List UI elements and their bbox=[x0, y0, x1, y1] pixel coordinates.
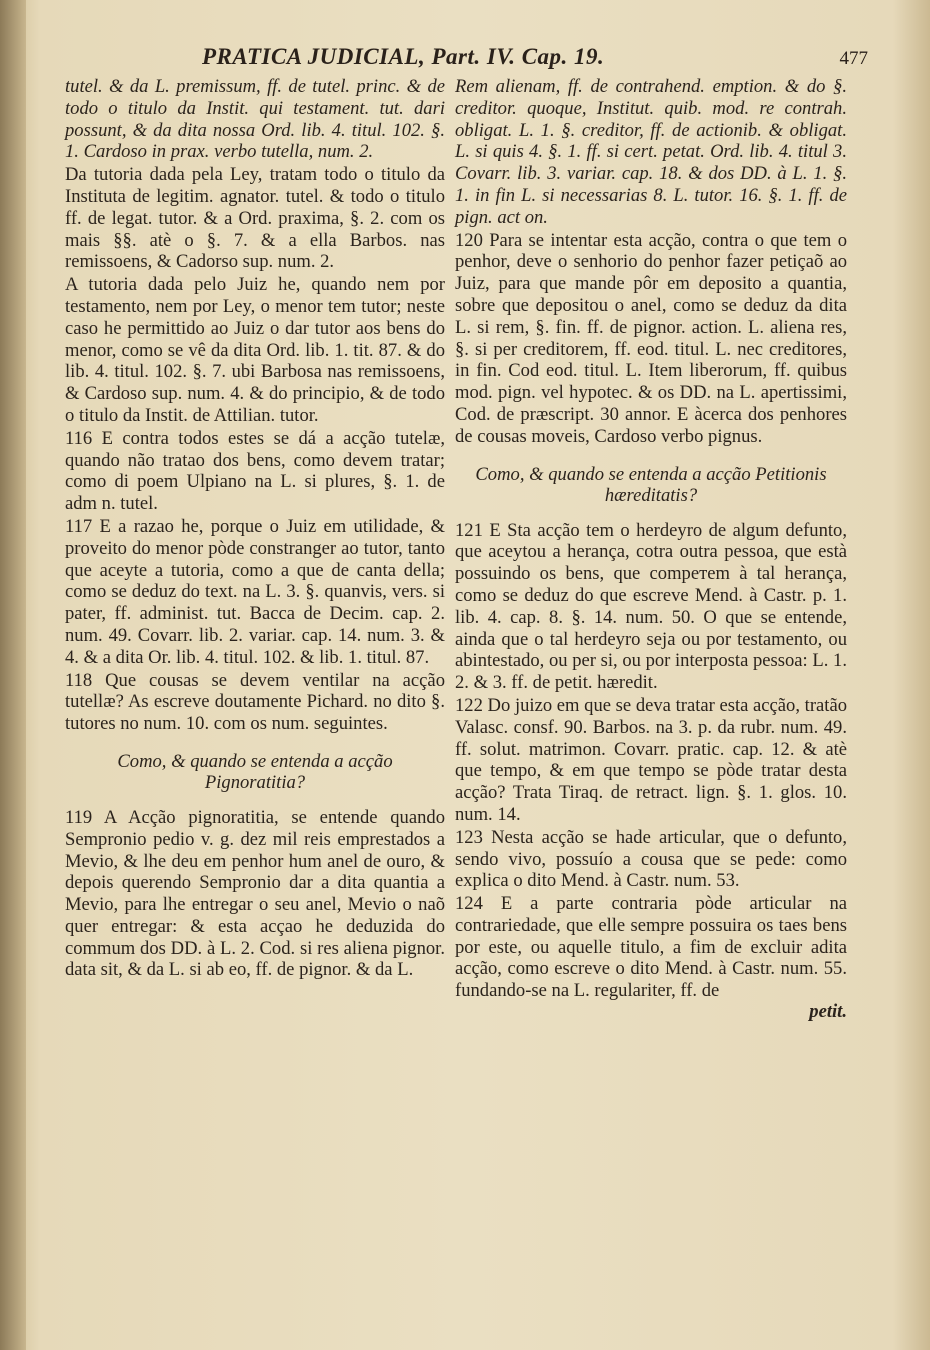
section-heading: Como, & quando se entenda a acção Petitionis hæreditatis? bbox=[475, 463, 827, 506]
numbered-paragraph: 119 A Acção pignoratitia, se entende quando Sempronio pedio v. g. dez mil reis emprestados a Mevio, & lhe deu em penhor hum anel de ouro, & depois querendo Sempronio dar a dita quantia a Mevio, para lhe entregar o seu anel, Mevio o naõ quer entregar: & esta acçao he deduzida do commum dos DD. à L. 2. Cod. si res aliena pignor. data sit, & da L. si ab eo, ff. de pignor. & da L. bbox=[65, 806, 445, 981]
numbered-paragraph: 124 E a parte contraria pòde articular na contrariedade, que elle sempre possuira os taes bens por este, ou aquelle titulo, a fim de excluir adita acção, como escreve o dito Mend. à Castr. num. 55. fundando-se na L. regulariter, ff. de bbox=[455, 893, 847, 1002]
numbered-paragraph: 123 Nesta acção se hade articular, que o defunto, sendo vivo, possuío a cousa que se pede: como explica o dito Mend. à Castr. num. 53. bbox=[455, 826, 847, 892]
numbered-paragraph: 121 E Sta acção tem o herdeyro de algum defunto, que aceytou a herança, cotra outra pessoa, que està possuindo os bens, que compeтem à tal herança, como se deduz do que escreve Mend. à Castr. p. 1. lib. 4. cap. 8. §. 14. num. 50. O que se entende, ainda que o tal herdeyro seja ou por testamento, ou abintestado, ou per si, ou por interposta pessoa: L. 1. 2. & 3. ff. de petit. hæredit. bbox=[455, 519, 847, 694]
text-block: A tutoria dada pelo Juiz he, quando nem por testamento, nem por Ley, o menor tem tutor; neste caso he permittido ao Juiz o dar tutor aos bens do menor, como se vê da dita Ord. lib. 1. tit. 87. & do lib. 4. titul. 102. §. 7. ubi Barbosa nas remissoens, & Cardoso sup. num. 4. & do principio, & de todo o titulo da Instit. de Attilian. tutor. bbox=[65, 274, 445, 426]
numbered-paragraph: 117 E a razao he, porque o Juiz em utilidade, & proveito do menor pòde constranger ao tutor, tanto que aceyte a tutoria, como a que de canta della; como se deduz do text. na L. 3. §. quanvis, vers. si pater, ff. administ. tut. Bacca de Decim. cap. 2. num. 49. Covarr. lib. 2. variar. cap. 14. num. 3. & 4. & a dita Or. lib. 4. titul. 102. & lib. 1. titul. 87. bbox=[65, 515, 445, 668]
right-column bbox=[455, 76, 847, 1041]
text-block: Rem alienam, ff. de contrahend. emption. & do §. creditor. quoque, Institut. quib. mod. re contrah. obligat. L. 1. §. creditor, ff. de actionib. & obligat. L. si quis 4. §. 1. ff. si cert. petat. Ord. lib. 4. titul 3. Covarr. lib. 3. variar. cap. 18. & dos DD. à L. 1. §. 1. in fin L. si necessarias 8. L. tutor. 16. §. 1. ff. de pign. act on. bbox=[455, 76, 847, 228]
numbered-paragraph: 118 Que cousas se devem ventilar na acção tutellæ? As escreve doutamente Pichard. no dito §. tutores no num. 10. com os num. seguintes. bbox=[65, 669, 445, 735]
page-gutter bbox=[0, 0, 26, 1350]
section-heading: Como, & quando se entenda a acção Pignoratitia? bbox=[117, 750, 393, 793]
text-block: Da tutoria dada pela Ley, tratam todo o titulo da Institutа de legitim. agnator. tutel. & todo o titulo ff. de legat. tutor. & a Ord. praxima, §. 2. com os mais §§. atè o §. 7. & a ella Barbos. nas remissoens, & Cadorso sup. num. 2. bbox=[65, 164, 445, 273]
catchword: petit. bbox=[809, 1001, 847, 1023]
running-head: PRATICA JUDICIAL, Part. IV. Cap. 19. bbox=[202, 44, 605, 69]
page-header bbox=[68, 44, 868, 74]
left-column bbox=[65, 76, 445, 982]
page-number: 477 bbox=[839, 48, 868, 69]
numbered-paragraph: 116 E contra todos estes se dá a acção tutelæ, quando não tratao dos bens, como devem tratar; como di poem Ulpiano na L. si plures, §. 1. de adm n. tutel. bbox=[65, 427, 445, 515]
numbered-paragraph: 122 Do juizo em que se deva tratar esta acção, tratão Valasc. consf. 90. Barbos. na 3. p. da rubr. num. 49. ff. solut. matrimon. Covarr. pratic. cap. 12. & atè que tempo, & em que tempo se pòde tratar desta acção? Trata Tiraq. de retract. lign. §. 1. glos. 10. num. 14. bbox=[455, 694, 847, 825]
text-block: tutel. & da L. premissum, ff. de tutel. princ. & de todo o titulo da Instit. qui testament. tut. dari possunt, & da dita nossa Ord. lib. 4. titul. 102. §. 1. Cardoso in prax. verbo tutella, num. 2. bbox=[65, 76, 445, 163]
numbered-paragraph: 120 Para se intentar esta acção, contra o que tem o penhor, deve o senhorio do penhor fazer petiçaõ ao Juiz, para que mande pôr em deposito a quantia, sobre que depositou o anel, como se deduz da dita L. si rem, §. fin. ff. de pignor. action. L. aliena res, §. si per creditorem, ff. eod. titul. L. nec creditores, in fin. Cod eod. titul. L. Item liberorum, ff. quibus mod. pign. vel hypotec. & os DD. na L. apertissimi, Cod. de præscript. 30 annor. E àcerca dos penhores de cousas moveis, Cardoso verbo pignus. bbox=[455, 229, 847, 447]
